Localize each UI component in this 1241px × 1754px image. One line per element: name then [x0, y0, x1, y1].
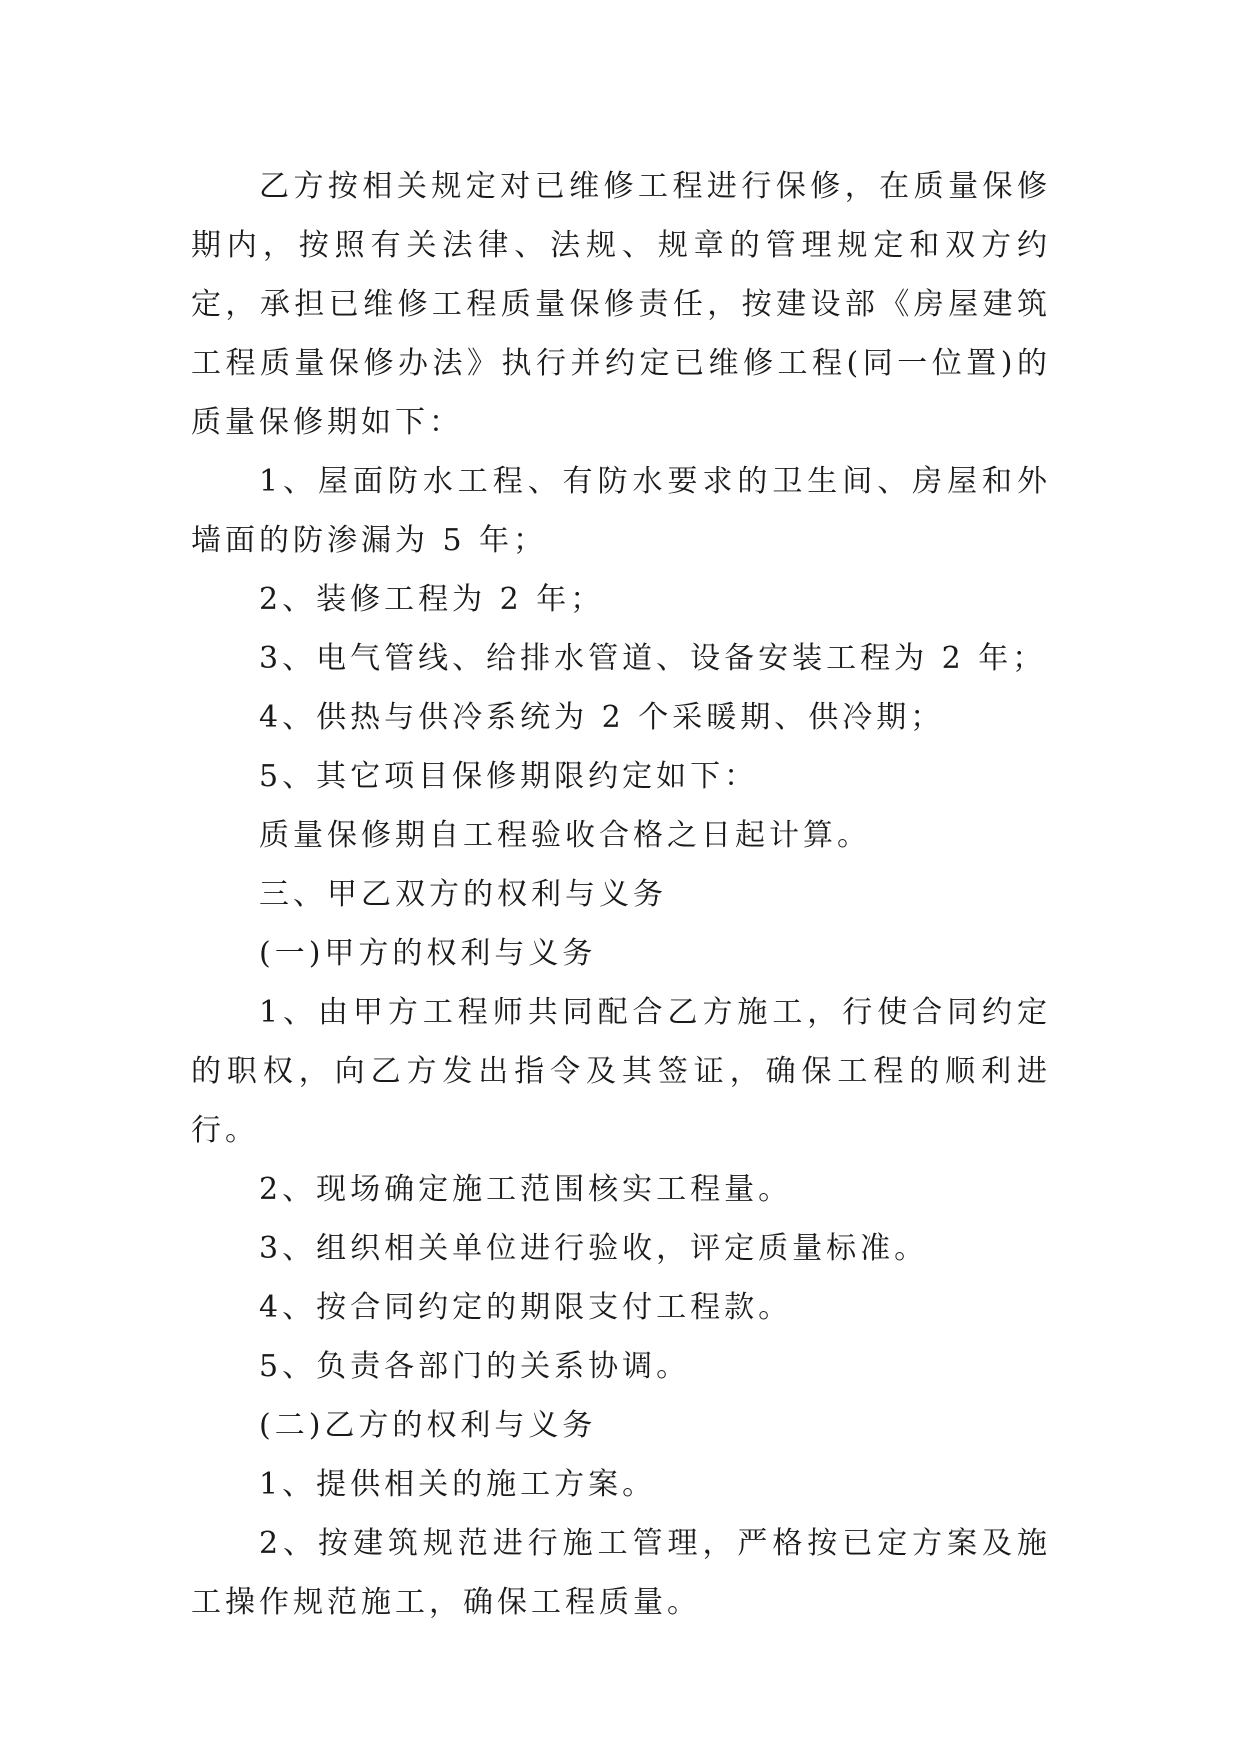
- paragraph-party-b-item-1: 1、提供相关的施工方案。: [259, 1467, 657, 1502]
- paragraph-item-electrical-plumbing: 3、电气管线、给排水管道、设备安装工程为 2 年；: [259, 641, 1047, 676]
- paragraph-item-other-projects: 5、其它项目保修期限约定如下：: [259, 759, 759, 794]
- paragraph-party-b-item-2: 2、按建筑规范进行施工管理，严格按已定方案及施工操作规范施工，确保工程质量。: [191, 1526, 1051, 1620]
- paragraph-warranty-start: 质量保修期自工程验收合格之日起计算。: [259, 818, 871, 853]
- paragraph-party-a-item-1: 1、由甲方工程师共同配合乙方施工，行使合同约定的职权，向乙方发出指令及其签证，确保工程的顺利进行。: [191, 995, 1051, 1148]
- subsection-heading-party-a: (一)甲方的权利与义务: [259, 936, 597, 971]
- section-heading-rights-obligations: 三、甲乙双方的权利与义务: [259, 877, 667, 912]
- paragraph-party-a-item-3: 3、组织相关单位进行验收，评定质量标准。: [259, 1231, 929, 1266]
- document-body: [191, 157, 1051, 1632]
- paragraph-party-a-item-5: 5、负责各部门的关系协调。: [259, 1349, 691, 1384]
- paragraph-item-heating-cooling: 4、供热与供冷系统为 2 个采暖期、供冷期；: [259, 700, 945, 735]
- subsection-heading-party-b: (二)乙方的权利与义务: [259, 1408, 597, 1443]
- paragraph-item-decoration: 2、装修工程为 2 年；: [259, 582, 605, 617]
- paragraph-item-roof-waterproofing: 1、屋面防水工程、有防水要求的卫生间、房屋和外墙面的防渗漏为 5 年；: [191, 464, 1051, 558]
- paragraph-party-a-item-4: 4、按合同约定的期限支付工程款。: [259, 1290, 793, 1325]
- paragraph-warranty-intro: 乙方按相关规定对已维修工程进行保修，在质量保修期内，按照有关法律、法规、规章的管理规定和双方约定，承担已维修工程质量保修责任，按建设部《房屋建筑工程质量保修办法》执行并约定已维修工程(同一位置)的质量保修期如下：: [191, 169, 1051, 440]
- paragraph-party-a-item-2: 2、现场确定施工范围核实工程量。: [259, 1172, 793, 1207]
